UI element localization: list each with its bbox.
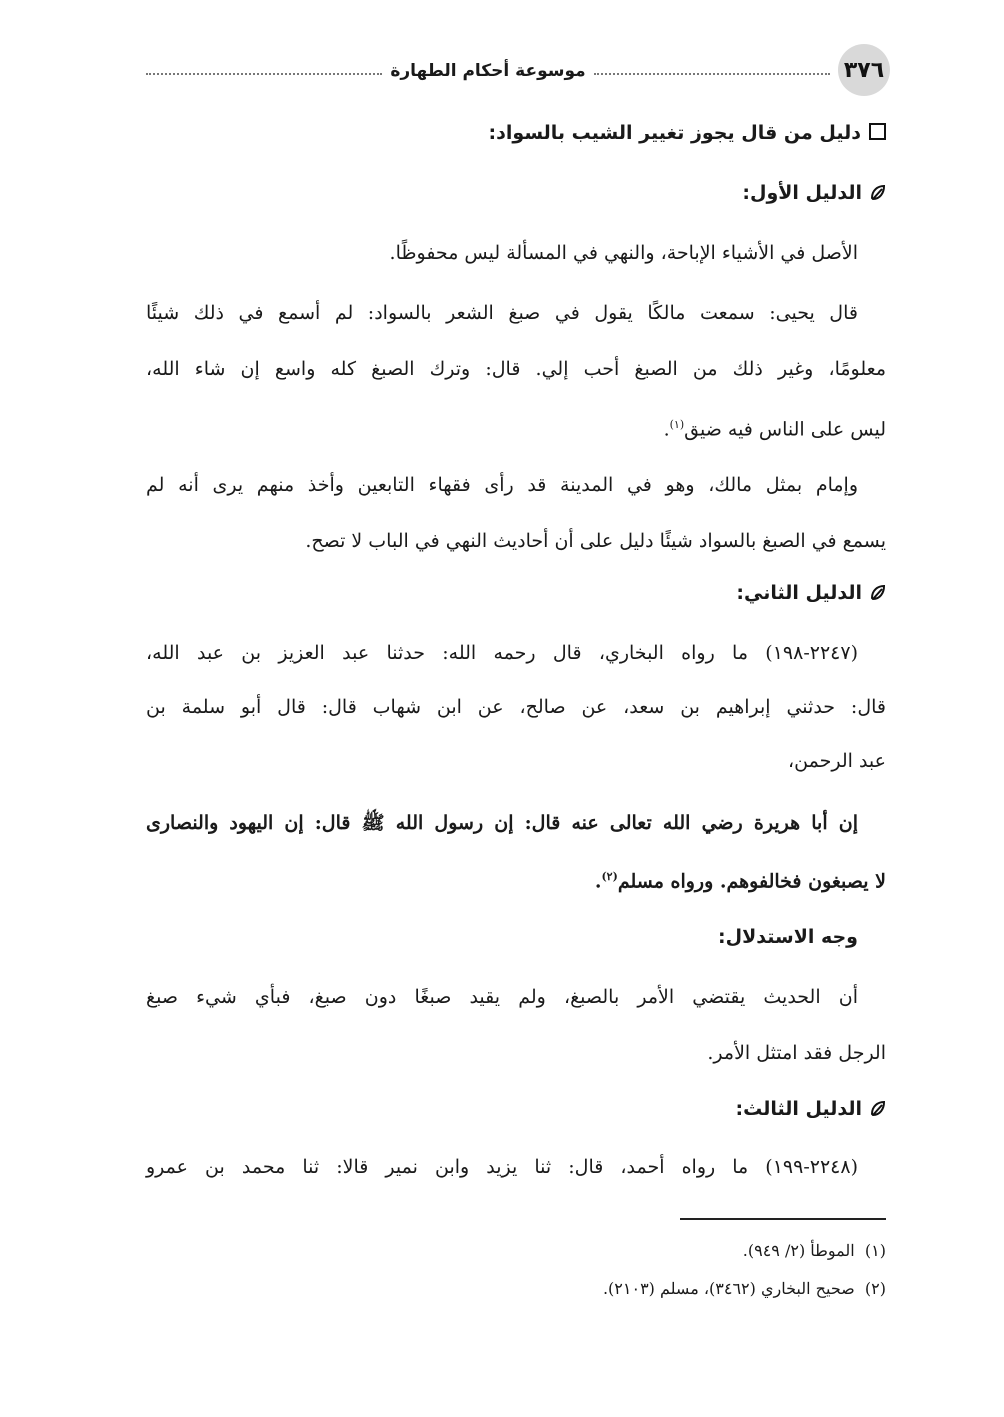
- page-number-badge: [838, 44, 890, 96]
- evidence-2-heading: الدليل الثاني:: [146, 578, 886, 608]
- leaf-bullet-icon: [870, 584, 886, 602]
- hadith-1-line-3: عبد الرحمن،: [788, 750, 886, 772]
- hadith-1-line-2: قال: حدثني إبراهيم بن سعد، عن صالح، عن ابن شهاب قال: قال أبو سلمة بن: [146, 696, 886, 718]
- section-title: دليل من قال يجوز تغيير الشيب بالسواد:: [146, 118, 886, 148]
- footnote-2: [146, 1276, 886, 1302]
- footnote-number: (٢): [864, 1279, 886, 1298]
- hadith-1-line-1: (٢٢٤٧-١٩٨) ما رواه البخاري، قال رحمه الله: حدثنا عبد العزيز بن عبد الله،: [146, 642, 858, 664]
- leaf-bullet-icon: [870, 1100, 886, 1118]
- evidence-1-paragraph: الأصل في الأشياء الإباحة، والنهي في المسألة ليس محفوظًا.: [389, 242, 858, 264]
- malik-paragraph-line-1: وإمام بمثل مالك، وهو في المدينة قد رأى فقهاء التابعين وأخذ منهم يرى أنه لم: [146, 474, 858, 496]
- checkbox-icon: [869, 123, 886, 140]
- footnote-text: صحيح البخاري (٣٤٦٢)، مسلم (٢١٠٣).: [602, 1279, 855, 1298]
- wajh-heading: وجه الاستدلال:: [718, 926, 858, 948]
- evidence-1-heading: الدليل الأول:: [146, 178, 886, 208]
- yahya-quote-line-3: ليس على الناس فيه ضيق$^{(١)}$.: [663, 418, 886, 441]
- running-header: [146, 56, 830, 86]
- footnote-text: الموطأ (٢/ ٩٤٩).: [742, 1241, 855, 1260]
- malik-paragraph-line-2: يسمع في الصبغ بالسواد شيئًا دليل على أن أحاديث النهي في الباب لا تصح.: [305, 530, 886, 552]
- header-dotted-rule: [594, 73, 830, 75]
- yahya-quote-line-1: قال يحيى: سمعت مالكًا يقول في صبغ الشعر بالسواد: لم أسمع في ذلك شيئًا: [146, 302, 858, 324]
- leaf-bullet-icon: [870, 184, 886, 202]
- running-title: موسوعة أحكام الطهارة: [390, 61, 586, 81]
- yahya-quote-line-2: معلومًا، وغير ذلك من الصبغ أحب إلي. قال: وترك الصبغ كله واسع إن شاء الله،: [146, 358, 886, 380]
- wajh-line-1: أن الحديث يقتضي الأمر بالصبغ، ولم يقيد صبغًا دون صبغ، فبأي شيء صبغ: [146, 986, 858, 1008]
- hadith-matn-line-2: لا يصبغون فخالفوهم. ورواه مسلم$^{(٢)}$.: [594, 870, 886, 893]
- header-dotted-rule: [146, 73, 382, 75]
- footnote-number: (١): [864, 1241, 886, 1260]
- footnote-separator: [680, 1218, 886, 1220]
- hadith-matn-line-1: إن أبا هريرة رضي الله تعالى عنه قال: إن رسول الله ﷺ قال: إن اليهود والنصارى: [146, 812, 858, 834]
- footnote-1: [146, 1238, 886, 1264]
- footnote-ref-1[interactable]: (١): [669, 418, 685, 431]
- footnote-ref-2[interactable]: (٢): [601, 870, 618, 883]
- wajh-line-2: الرجل فقد امتثل الأمر.: [707, 1042, 886, 1064]
- hadith-2-line-1: (٢٢٤٨-١٩٩) ما رواه أحمد، قال: ثنا يزيد وابن نمير قالا: ثنا محمد بن عمرو: [146, 1156, 858, 1178]
- page-number: ٣٧٦: [843, 57, 885, 83]
- evidence-3-heading: الدليل الثالث:: [146, 1094, 886, 1124]
